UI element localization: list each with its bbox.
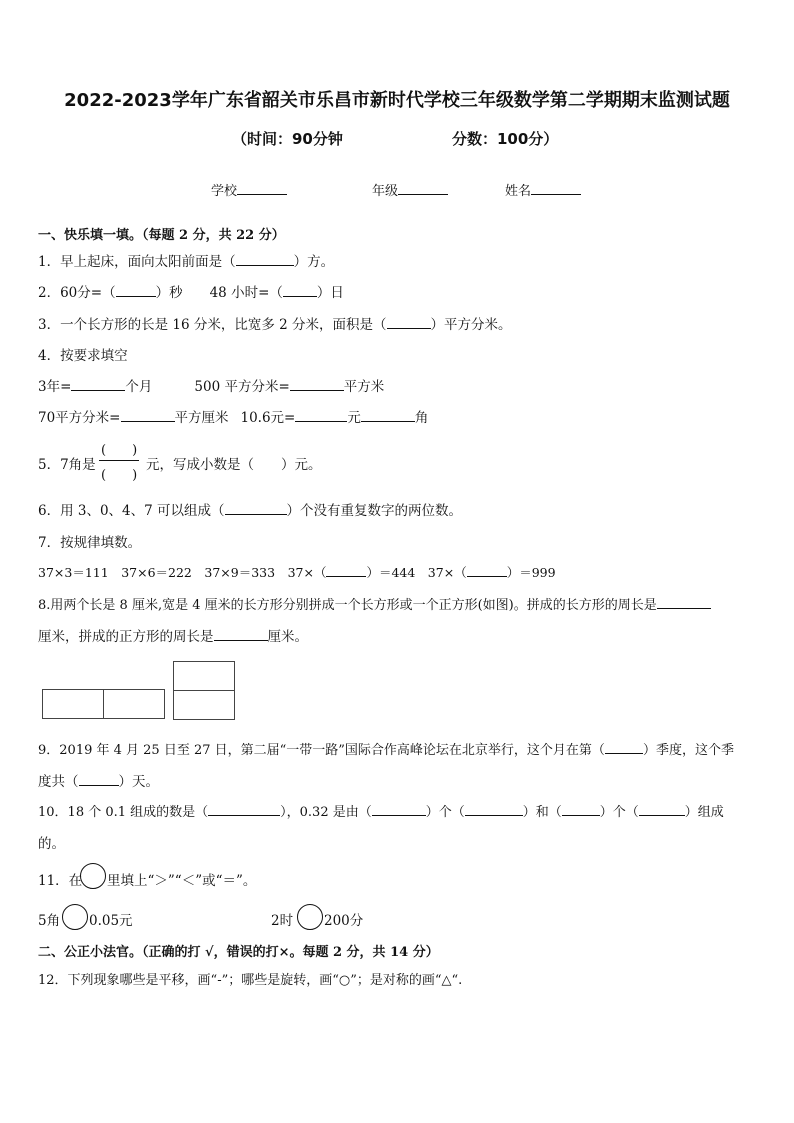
- grade-label: 年级: [372, 184, 399, 199]
- question-7-heading: 7．按规律填数。: [38, 535, 142, 551]
- q10-blank-2[interactable]: [372, 801, 426, 816]
- q10-text-b: ），0.32 是由（: [280, 805, 372, 820]
- q4-blank-1[interactable]: [71, 376, 125, 391]
- q2-blank-2[interactable]: [283, 282, 317, 297]
- q4-text-f: 平方厘米: [174, 410, 229, 426]
- q1-text-a: 1．早上起床，面向太阳前面是（: [38, 254, 236, 270]
- q9-text-a: 9．2019 年 4 月 25 日至 27 日，第二届“一带一路”国际合作高峰论坛在北京举行，这个月在第（: [38, 743, 605, 758]
- name-label: 姓名: [505, 184, 532, 199]
- question-4-line-2: [38, 406, 428, 426]
- name-field: [505, 180, 581, 199]
- q1-blank[interactable]: [236, 251, 294, 266]
- q8-text-a: 8.用两个长是 8 厘米,宽是 4 厘米的长方形分别拼成一个长方形或一个正方形(如图)。拼成的长方形的周长是: [38, 598, 657, 613]
- q1-text-b: ）方。: [293, 254, 335, 270]
- q2-text-a: 2．60分=（: [38, 285, 116, 301]
- q2-blank-1[interactable]: [116, 282, 156, 297]
- q9-text-c: 度共（: [38, 774, 79, 790]
- question-3: [38, 313, 512, 333]
- question-5-b: 元，写成小数是（ ）元。: [146, 457, 322, 473]
- q2-text-c: ）日: [316, 285, 344, 301]
- q4-text-h: 元: [347, 410, 361, 426]
- q4-blank-2[interactable]: [290, 376, 344, 391]
- fraction-bar: [99, 460, 139, 461]
- q4-text-a: 3年=: [38, 379, 72, 395]
- question-11-b: 里填上“＞”“＜”或“＝”。: [107, 873, 257, 889]
- q2-text-b: ）秒 48 小时=（: [155, 285, 283, 301]
- q5-numerator-blank[interactable]: ( ): [101, 443, 138, 458]
- question-1: [38, 250, 334, 270]
- q4-text-e: 70平方分米=: [38, 410, 121, 426]
- question-7-line: [38, 562, 556, 581]
- q10-text-d: ）和（: [522, 805, 562, 820]
- school-label: 学校: [211, 184, 238, 199]
- question-2: [38, 281, 344, 301]
- question-8-line-1: [38, 594, 711, 613]
- q8-blank-2[interactable]: [214, 626, 268, 641]
- q5-fraction: [95, 437, 143, 485]
- school-field: [211, 180, 287, 199]
- q10-blank-5[interactable]: [639, 801, 685, 816]
- q9-text-b: ）季度，这个季: [642, 743, 734, 758]
- question-4-line-1: [38, 375, 384, 395]
- compare-circle-example: [80, 863, 106, 889]
- question-10-line-1: [38, 801, 724, 820]
- q7-text-c: ）＝999: [506, 565, 556, 580]
- question-9-line-2: [38, 770, 159, 790]
- page-title: 2022-2023学年广东省韶关市乐昌市新时代学校三年级数学第二学期期末监测试题: [64, 90, 730, 111]
- q4-text-i: 角: [414, 410, 429, 426]
- question-6: [38, 499, 462, 519]
- q10-text-f: ）组成: [684, 805, 724, 820]
- compare-circle-1[interactable]: [62, 904, 88, 930]
- q11-item-1-left: 5角: [38, 913, 61, 929]
- q7-text-b: ）＝444 37×（: [366, 565, 467, 580]
- name-blank[interactable]: [531, 180, 581, 195]
- q6-text-b: ）个没有重复数字的两位数。: [286, 503, 463, 519]
- question-4-heading: 4．按要求填空: [38, 348, 128, 364]
- q4-text-c: 500 平方分米=: [194, 379, 290, 395]
- square-top-rect: [173, 661, 235, 691]
- exam-score: 分数：100分）: [452, 130, 559, 148]
- q7-text-a: 37×3＝111 37×6＝222 37×9＝333 37×（: [38, 565, 327, 580]
- q4-blank-5[interactable]: [361, 407, 415, 422]
- q3-text-a: 3．一个长方形的长是 16 分米，比宽多 2 分米，面积是（: [38, 317, 387, 333]
- question-10-line-2: 的。: [38, 836, 65, 852]
- q7-blank-1[interactable]: [326, 562, 366, 577]
- question-9-line-1: [38, 739, 734, 758]
- q11-item-2-left: 2时: [271, 913, 294, 929]
- q10-text-e: ）个（: [599, 805, 639, 820]
- q9-blank-1[interactable]: [605, 739, 643, 754]
- grade-field: [372, 180, 448, 199]
- q8-text-b: 厘米，拼成的正方形的周长是: [38, 629, 214, 645]
- school-blank[interactable]: [237, 180, 287, 195]
- question-5-a: 5．7角是: [38, 457, 96, 473]
- question-8-line-2: [38, 625, 308, 645]
- q11-item-1-right: 0.05元: [89, 913, 133, 929]
- exam-time: （时间：90分钟: [232, 130, 343, 148]
- section-1-heading: 一、快乐填一填。（每题 2 分，共 22 分）: [38, 228, 285, 243]
- q10-blank-4[interactable]: [562, 801, 600, 816]
- q10-blank-3[interactable]: [465, 801, 523, 816]
- q8-blank-1[interactable]: [657, 594, 711, 609]
- q4-blank-4[interactable]: [295, 407, 347, 422]
- question-11-a: 11．在: [38, 873, 83, 889]
- q4-text-g: 10.6元=: [240, 410, 296, 426]
- q3-blank[interactable]: [387, 314, 431, 329]
- q4-text-b: 个月: [125, 379, 153, 395]
- q9-blank-2[interactable]: [79, 771, 119, 786]
- question-12: 12．下列现象哪些是平移，画“-”；哪些是旋转，画“○”；是对称的画“△“.: [38, 973, 463, 988]
- q3-text-b: ）平方分米。: [430, 317, 512, 333]
- section-2-heading: 二、公正小法官。（正确的打 √，错误的打×。每题 2 分，共 14 分）: [38, 945, 439, 960]
- q8-text-c: 厘米。: [267, 629, 308, 645]
- q10-blank-1[interactable]: [208, 801, 280, 816]
- q4-blank-3[interactable]: [121, 407, 175, 422]
- q10-text-c: ）个（: [425, 805, 465, 820]
- q7-blank-2[interactable]: [467, 562, 507, 577]
- grade-blank[interactable]: [398, 180, 448, 195]
- q6-text-a: 6．用 3、0、4、7 可以组成（: [38, 503, 225, 519]
- q4-text-d: 平方米: [343, 379, 385, 395]
- q6-blank[interactable]: [225, 500, 287, 515]
- q10-text-a: 10．18 个 0.1 组成的数是（: [38, 805, 209, 820]
- q5-denominator-blank[interactable]: ( ): [101, 468, 138, 483]
- square-bottom-rect: [173, 690, 235, 720]
- q11-item-2-right: 200分: [324, 913, 364, 929]
- compare-circle-2[interactable]: [297, 904, 323, 930]
- long-rect-left: [42, 689, 104, 719]
- long-rect-right: [103, 689, 165, 719]
- q9-text-d: ）天。: [118, 774, 159, 790]
